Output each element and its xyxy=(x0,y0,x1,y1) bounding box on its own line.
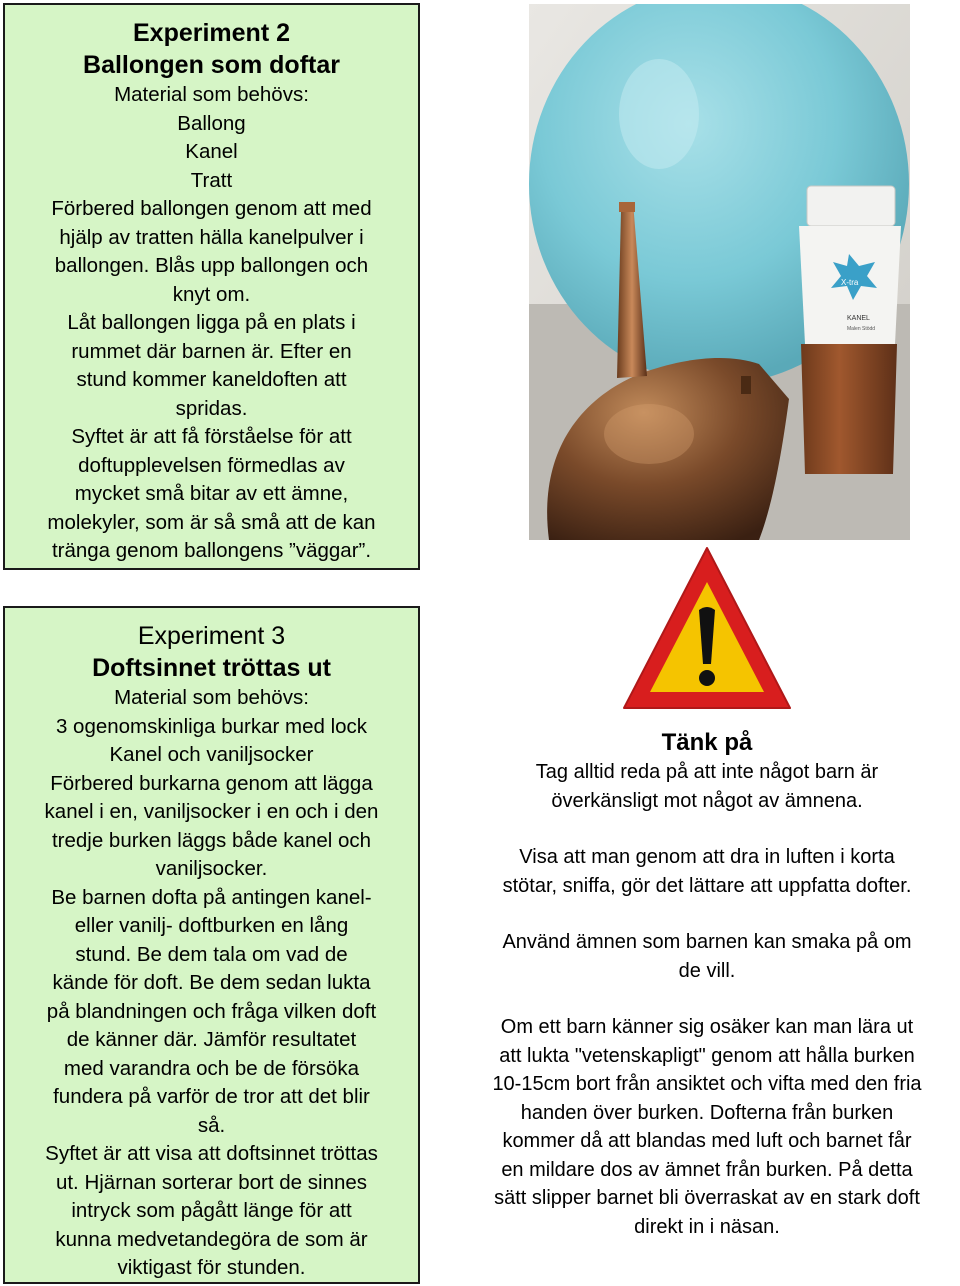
body-line: Tratt xyxy=(190,168,233,192)
experiment-3-box xyxy=(3,606,420,1284)
body-line: kanel i en, vaniljsocker i en och i den xyxy=(44,800,379,823)
experiment-3-title: Experiment 3 xyxy=(137,622,286,650)
jar-sublabel-text: Malen Stödd xyxy=(847,326,876,332)
body-line: Syftet är att visa att doftsinnet tröttas xyxy=(45,1142,378,1165)
body-line: Kanel och vaniljsocker xyxy=(109,743,314,766)
body-line: intryck som pågått länge för att xyxy=(71,1199,352,1222)
body-line: Material som behövs: xyxy=(114,83,309,106)
body-line: fundera på varför de tror att det blir xyxy=(53,1085,370,1108)
body-line: tränga genom ballongens ”väggar”. xyxy=(51,539,372,562)
tip-line: överkänsligt mot något av ämnena. xyxy=(551,789,863,812)
body-line: vaniljsocker. xyxy=(155,857,268,880)
body-line: 3 ogenomskinliga burkar med lock xyxy=(55,714,368,738)
body-line: tredje burken läggs både kanel och xyxy=(51,828,372,852)
body-line: med varandra och be de försöka xyxy=(63,1056,360,1080)
body-line: de känner där. Jämför resultatet xyxy=(66,1028,357,1051)
body-line: viktigast för stunden. xyxy=(117,1256,306,1279)
tip-line: Tag alltid reda på att inte något barn är xyxy=(535,761,879,783)
body-line: kunna medvetandegöra de som är xyxy=(55,1227,368,1251)
tank-pa-paragraph xyxy=(452,928,960,985)
body-line: så. xyxy=(197,1113,226,1137)
experiment-3-body xyxy=(5,684,418,1283)
tip-line: en mildare dos av ämnet från burken. På detta xyxy=(501,1158,913,1181)
body-line: kände för doft. Be dem sedan lukta xyxy=(52,971,371,994)
experiment-2-body xyxy=(5,81,418,566)
body-line: Förbered burkarna genom att lägga xyxy=(50,771,373,795)
tip-line: stötar, sniffa, gör det lättare att uppfatta dofter. xyxy=(502,874,912,897)
tip-line: 10-15cm bort från ansiktet och vifta med den fria xyxy=(492,1073,922,1095)
body-line: ut. Hjärnan sorterar bort de sinnes xyxy=(55,1170,368,1194)
body-line: eller vanilj- doftburken en lång xyxy=(74,914,349,937)
body-line: stund kommer kaneldoften att xyxy=(76,368,347,391)
tank-pa-paragraph xyxy=(452,758,960,815)
experiment-2-title: Experiment 2 xyxy=(132,19,290,47)
experiment-2-box xyxy=(3,3,420,570)
experiment-3-subtitle: Doftsinnet tröttas ut xyxy=(92,654,331,682)
tip-line: direkt in i näsan. xyxy=(634,1215,780,1238)
tip-line: Använd ämnen som barnen kan smaka på om xyxy=(502,931,912,953)
tip-line: handen över burken. Dofterna från burken xyxy=(520,1101,894,1124)
jar-brand-text: X-tra xyxy=(841,278,859,287)
tip-line: Visa att man genom att dra in luften i korta xyxy=(519,846,895,868)
experiment-2-subtitle: Ballongen som doftar xyxy=(83,51,340,79)
body-line: stund. Be dem tala om vad de xyxy=(75,942,348,966)
body-line: mycket små bitar av ett ämne, xyxy=(74,482,349,505)
body-line: Syftet är att få förståelse för att xyxy=(71,425,352,448)
tank-pa-title: Tänk på xyxy=(661,729,753,756)
balloon-funnel-cinnamon-photo xyxy=(529,4,910,540)
jar-label-text: KANEL xyxy=(847,315,870,322)
tip-line: de vill. xyxy=(678,959,736,982)
body-line: doftupplevelsen förmedlas av xyxy=(78,453,345,477)
body-line: molekyler, som är så små att de kan xyxy=(47,510,376,534)
body-line: på blandningen och fråga vilken doft xyxy=(46,999,377,1023)
tip-line: sätt slipper barnet bli överraskat av en stark doft xyxy=(494,1187,920,1209)
tip-line: att lukta "vetenskapligt" genom att hålla burken xyxy=(499,1044,915,1067)
tip-line: Om ett barn känner sig osäker kan man lära ut xyxy=(500,1016,914,1038)
body-line: Be barnen dofta på antingen kanel- xyxy=(51,885,372,909)
body-line: Låt ballongen ligga på en plats i xyxy=(67,311,356,334)
tip-line: kommer då att blandas med luft och barnet får xyxy=(502,1130,912,1152)
body-line: spridas. xyxy=(175,396,248,420)
tank-pa-section xyxy=(452,728,960,1241)
body-line: hjälp av tratten hälla kanelpulver i xyxy=(59,225,364,249)
tank-pa-paragraph xyxy=(452,843,960,900)
body-line: Ballong xyxy=(177,111,246,135)
body-line: Förbered ballongen genom att med xyxy=(51,197,372,220)
body-line: ballongen. Blås upp ballongen och xyxy=(54,254,369,277)
body-line: rummet där barnen är. Efter en xyxy=(71,339,352,363)
body-line: Material som behövs: xyxy=(114,686,309,709)
warning-triangle-icon xyxy=(618,540,796,718)
tank-pa-paragraph xyxy=(452,1013,960,1241)
body-line: Kanel xyxy=(185,140,238,163)
body-line: knyt om. xyxy=(172,282,251,306)
